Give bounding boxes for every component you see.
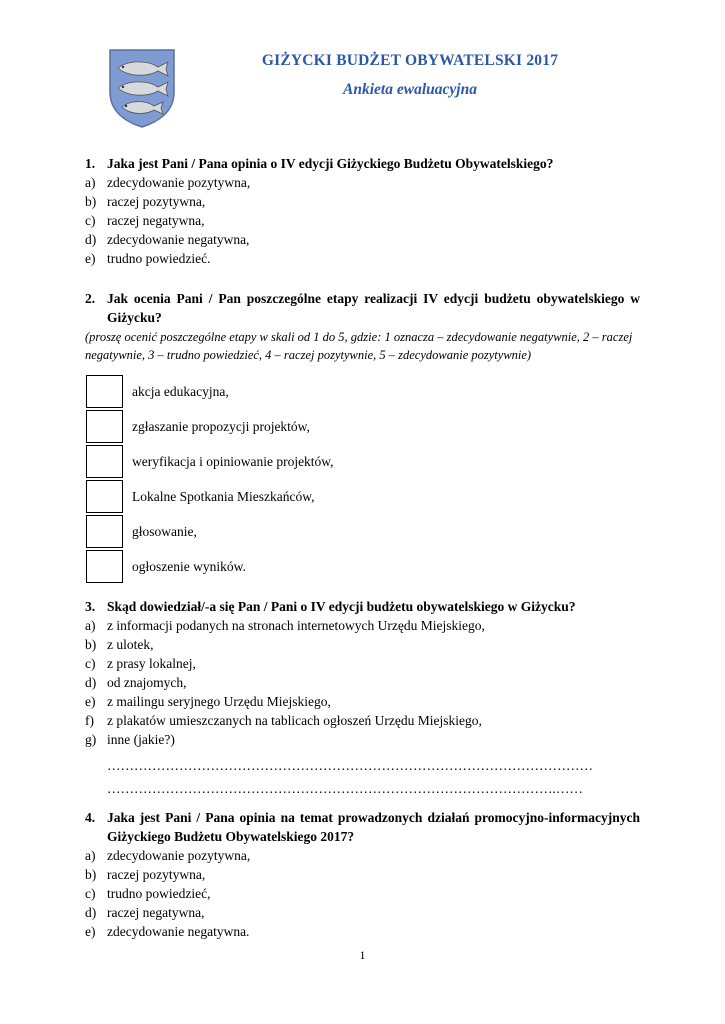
question-number: 3. [85, 599, 96, 614]
question-1 [85, 154, 640, 268]
stage-label: Lokalne Spotkania Mieszkańców, [132, 488, 315, 504]
option-letter: b) [85, 194, 97, 209]
coat-of-arms-icon [108, 48, 176, 128]
option-text: z prasy lokalnej, [107, 656, 196, 671]
option-letter: b) [85, 637, 97, 652]
answer-line[interactable]: ……………………………………………………………………………………….…… [107, 781, 583, 796]
option-text: inne (jakie?) [107, 732, 175, 747]
stage-label: akcja edukacyjna, [132, 383, 229, 399]
option-text: zdecydowanie pozytywna, [107, 848, 251, 863]
option-letter: g) [85, 732, 97, 747]
option-letter: d) [85, 905, 97, 920]
answer-option[interactable] [85, 616, 640, 635]
answer-option[interactable] [85, 865, 640, 884]
option-letter: d) [85, 232, 97, 247]
answer-option[interactable] [85, 249, 640, 268]
stage-label: głosowanie, [132, 523, 197, 539]
rating-box[interactable] [86, 480, 123, 513]
answer-option[interactable] [85, 673, 640, 692]
rating-table [86, 374, 334, 584]
option-text: zdecydowanie negatywna, [107, 232, 250, 247]
option-letter: e) [85, 694, 96, 709]
rating-box[interactable] [86, 550, 123, 583]
rating-row [86, 409, 334, 444]
page-number: 1 [359, 948, 366, 962]
answer-option[interactable] [85, 730, 640, 749]
question-4 [85, 808, 640, 941]
question-number: 4. [85, 810, 96, 825]
answer-option[interactable] [85, 846, 640, 865]
answer-option[interactable] [85, 173, 640, 192]
option-letter: a) [85, 618, 96, 633]
document-subtitle: Ankieta ewaluacyjna [343, 81, 477, 98]
question-text: Jaka jest Pani / Pana opinia na temat prowadzonych działań promocyjno-informacyjnych Giżyckiego Budżetu Obywatelskiego 2017? [107, 810, 640, 844]
answer-option[interactable] [85, 635, 640, 654]
option-letter: d) [85, 675, 97, 690]
option-text: z plakatów umieszczanych na tablicach ogłoszeń Urzędu Miejskiego, [107, 713, 482, 728]
option-text: raczej negatywna, [107, 213, 205, 228]
question-text: Jaka jest Pani / Pana opinia o IV edycji Giżyckiego Budżetu Obywatelskiego? [107, 156, 554, 171]
option-letter: b) [85, 867, 97, 882]
rating-box[interactable] [86, 375, 123, 408]
option-letter: e) [85, 924, 96, 939]
rating-row [86, 479, 334, 514]
option-letter: e) [85, 251, 96, 266]
rating-box[interactable] [86, 410, 123, 443]
question-number: 2. [85, 291, 96, 306]
question-text: Jak ocenia Pani / Pan poszczególne etapy realizacji IV edycji budżetu obywatelskiego w Giżycku? [107, 291, 640, 325]
stage-label: ogłoszenie wyników. [132, 558, 246, 574]
option-text: z ulotek, [107, 637, 154, 652]
option-text: zdecydowanie pozytywna, [107, 175, 251, 190]
rating-row [86, 374, 334, 409]
option-text: raczej pozytywna, [107, 867, 206, 882]
option-text: z mailingu seryjnego Urzędu Miejskiego, [107, 694, 331, 709]
question-number: 1. [85, 156, 96, 171]
answer-option[interactable] [85, 692, 640, 711]
answer-line[interactable]: ……………………………………………………………………………………………… [107, 758, 593, 773]
option-text: trudno powiedzieć. [107, 251, 211, 266]
option-letter: a) [85, 848, 96, 863]
option-letter: a) [85, 175, 96, 190]
option-text: raczej negatywna, [107, 905, 205, 920]
question-2 [85, 289, 640, 364]
rating-row [86, 444, 334, 479]
option-text: zdecydowanie negatywna. [107, 924, 250, 939]
answer-option[interactable] [85, 903, 640, 922]
answer-option[interactable] [85, 711, 640, 730]
option-letter: c) [85, 213, 96, 228]
option-text: raczej pozytywna, [107, 194, 206, 209]
stage-label: weryfikacja i opiniowanie projektów, [132, 453, 334, 469]
rating-row [86, 549, 334, 584]
question-3 [85, 597, 640, 798]
rating-box[interactable] [86, 445, 123, 478]
document-title: GIŻYCKI BUDŻET OBYWATELSKI 2017 [261, 52, 559, 69]
option-text: trudno powiedzieć, [107, 886, 211, 901]
answer-option[interactable] [85, 922, 640, 941]
option-text: z informacji podanych na stronach internetowych Urzędu Miejskiego, [107, 618, 485, 633]
rating-row [86, 514, 334, 549]
stage-label: zgłaszanie propozycji projektów, [132, 418, 310, 434]
option-letter: c) [85, 656, 96, 671]
answer-option[interactable] [85, 211, 640, 230]
option-text: od znajomych, [107, 675, 187, 690]
answer-option[interactable] [85, 654, 640, 673]
question-text: Skąd dowiedział/-a się Pan / Pani o IV edycji budżetu obywatelskiego w Giżycku? [107, 599, 576, 614]
rating-box[interactable] [86, 515, 123, 548]
option-letter: c) [85, 886, 96, 901]
option-letter: f) [85, 713, 94, 728]
answer-option[interactable] [85, 230, 640, 249]
answer-option[interactable] [85, 884, 640, 903]
answer-option[interactable] [85, 192, 640, 211]
rating-instruction: (proszę ocenić poszczególne etapy w skali od 1 do 5, gdzie: 1 oznacza – zdecydowanie negatywnie, 2 – raczej negatywnie, 3 – trudno powiedzieć, 4 – raczej pozytywnie, 5 – zdecydowanie pozytywnie) [85, 330, 633, 362]
